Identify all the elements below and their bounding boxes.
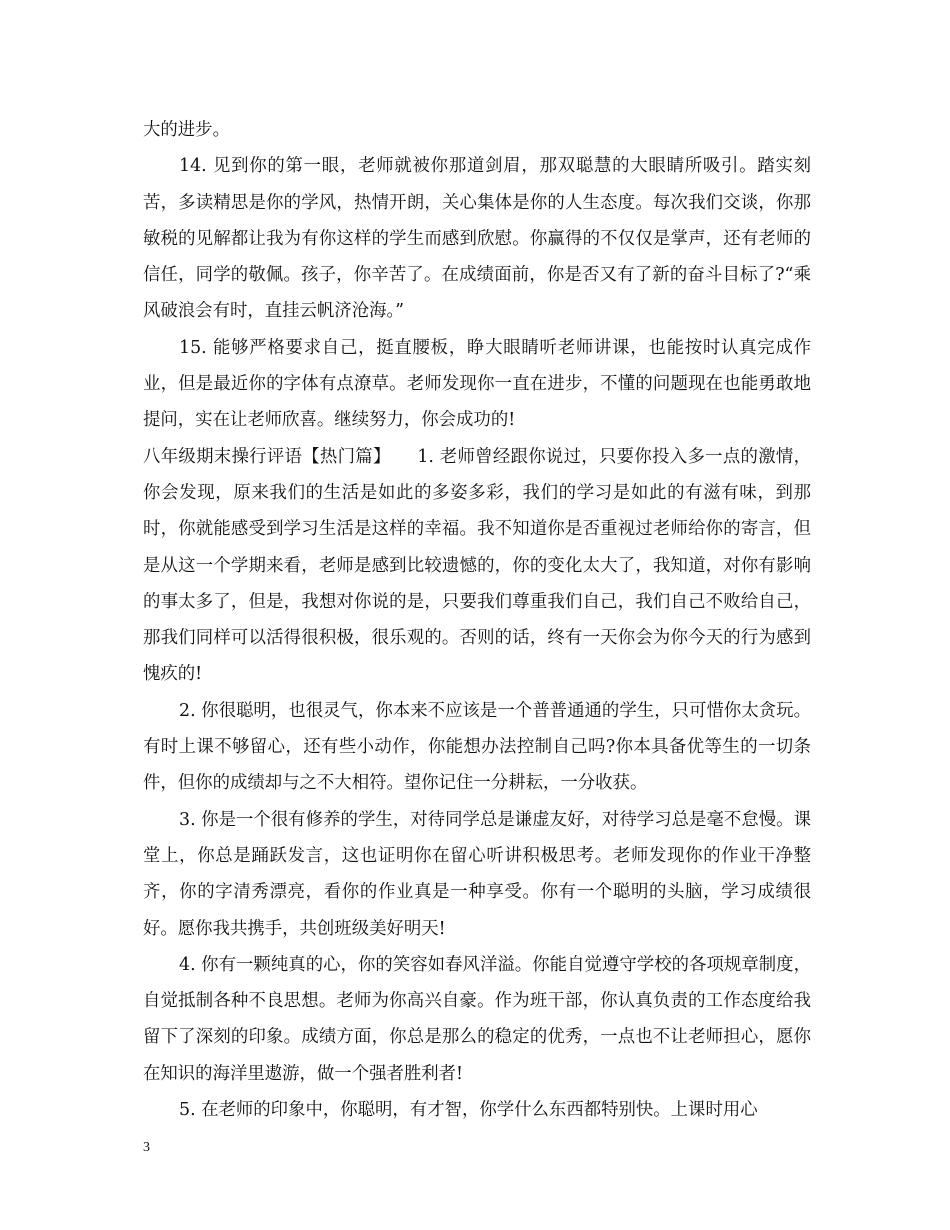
paragraph: 八年级期末操行评语【热门篇】 1. 老师曾经跟你说过，只要你投入多一点的激情，你会发现，原来我们的生活是如此的多姿多彩，我们的学习是如此的有滋有味，到那时，你就能感受到学习生活是这样的幸福。我不知道你是否重视过老师给你的寄言，但是从这一个学期来看，老师是感到比较遗憾的，你的变化太大了，我知道，对你有影响的事太多了，但是，我想对你说的是，只要我们尊重我们自己，我们自己不败给自己，那我们同样可以活得很积极，很乐观的。否则的话，终有一天你会为你今天的行为感到愧疚的! <box>143 446 811 685</box>
paragraph: 14. 见到你的第一眼，老师就被你那道剑眉，那双聪慧的大眼睛所吸引。踏实刻苦，多读精思是你的学风，热情开朗，关心集体是你的人生态度。每次我们交谈，你那敏税的见解都让我为有你这样的学生而感到欣慰。你赢得的不仅仅是掌声，还有老师的信任，同学的敬佩。孩子，你辛苦了。在成绩面前，你是否又有了新的奋斗目标了?“乘风破浪会有时，直挂云帆济沧海。” <box>143 156 811 322</box>
paragraph: 3. 你是一个很有修养的学生，对待同学总是谦虚友好，对待学习总是毫不怠慢。课堂上，你总是踊跃发言，这也证明你在留心听讲积极思考。老师发现你的作业干净整齐，你的字清秀漂亮，看你的作业真是一种享受。你有一个聪明的头脑，学习成绩很好。愿你我共携手，共创班级美好明天! <box>143 809 811 939</box>
page-number: 3 <box>143 1140 150 1155</box>
paragraph: 15. 能够严格要求自己，挺直腰板，睁大眼睛听老师讲课，也能按时认真完成作业，但是最近你的字体有点潦草。老师发现你一直在进步，不懂的问题现在也能勇敢地提问，实在让老师欣喜。继续努力，你会成功的! <box>143 337 811 431</box>
paragraph: 5. 在老师的印象中，你聪明，有才智，你学什么东西都特别快。上课时用心 <box>179 1100 758 1121</box>
paragraph: 2. 你很聪明，也很灵气，你本来不应该是一个普普通通的学生，只可惜你太贪玩。有时上课不够留心，还有些小动作，你能想办法控制自己吗?你本具备优等生的一切条件，但你的成绩却与之不大相符。望你记住一分耕耘，一分收获。 <box>143 700 811 794</box>
document-body <box>143 112 811 1128</box>
paragraph: 大的进步。 <box>143 120 230 140</box>
paragraph: 4. 你有一颗纯真的心，你的笑容如春风洋溢。你能自觉遵守学校的各项规章制度，自觉抵制各种不良思想。老师为你高兴自豪。作为班干部，你认真负责的工作态度给我留下了深刻的印象。成绩方面，你总是那么的稳定的优秀，一点也不让老师担心，愿你在知识的海洋里遨游，做一个强者胜利者! <box>143 954 811 1084</box>
